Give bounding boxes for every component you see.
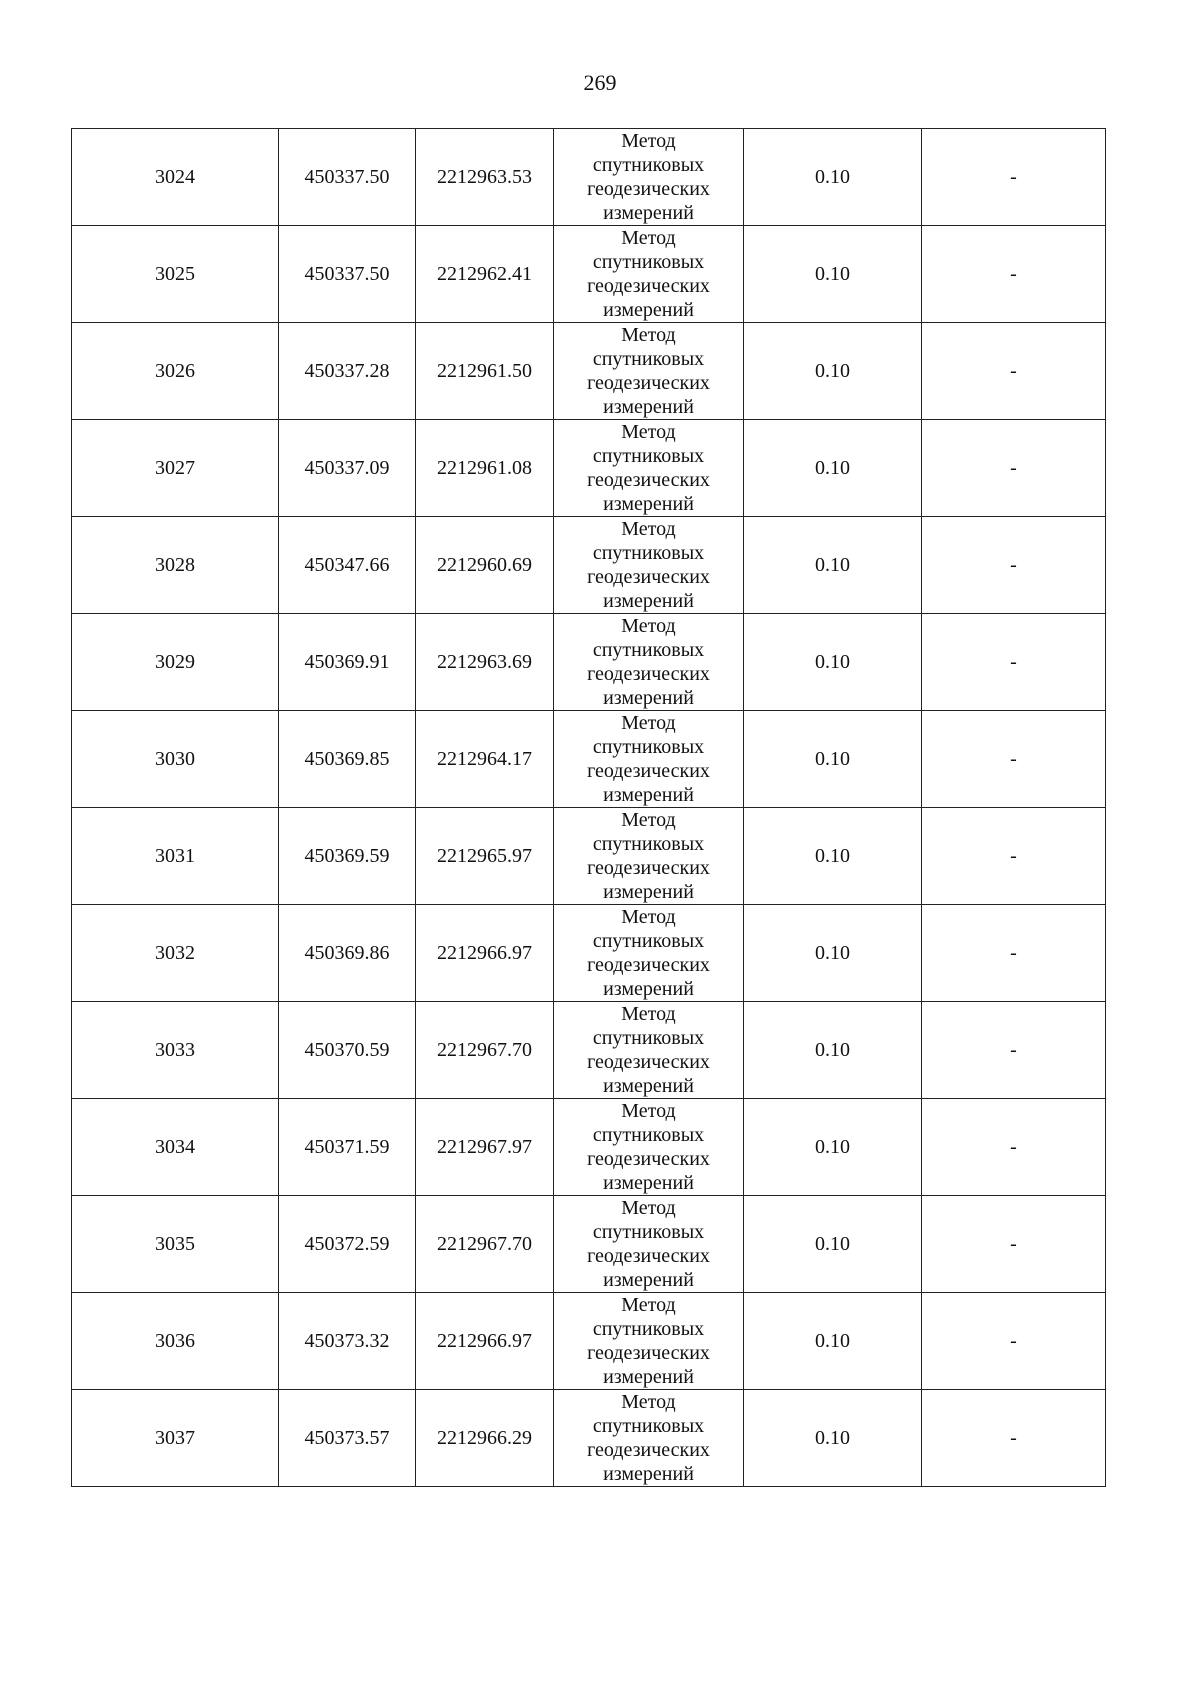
method-line: Метод bbox=[621, 1003, 676, 1025]
method-line: геодезических bbox=[587, 372, 710, 394]
note-cell: - bbox=[922, 420, 1106, 517]
accuracy-cell: 0.10 bbox=[744, 1293, 922, 1390]
method-line: геодезических bbox=[587, 275, 710, 297]
method-line: геодезических bbox=[587, 954, 710, 976]
x-coordinate-cell: 450373.57 bbox=[279, 1390, 416, 1487]
note-cell: - bbox=[922, 905, 1106, 1002]
method-line: измерений bbox=[603, 590, 694, 612]
y-coordinate-cell: 2212963.53 bbox=[416, 129, 554, 226]
accuracy-cell: 0.10 bbox=[744, 517, 922, 614]
accuracy-cell: 0.10 bbox=[744, 226, 922, 323]
method-cell bbox=[554, 517, 744, 614]
accuracy-cell: 0.10 bbox=[744, 129, 922, 226]
note-cell: - bbox=[922, 1293, 1106, 1390]
method-line: измерений bbox=[603, 881, 694, 903]
point-number-cell: 3027 bbox=[72, 420, 279, 517]
method-line: Метод bbox=[621, 324, 676, 346]
method-line: Метод bbox=[621, 518, 676, 540]
method-line: геодезических bbox=[587, 1051, 710, 1073]
point-number-cell: 3031 bbox=[72, 808, 279, 905]
y-coordinate-cell: 2212960.69 bbox=[416, 517, 554, 614]
method-line: Метод bbox=[621, 615, 676, 637]
x-coordinate-cell: 450337.50 bbox=[279, 226, 416, 323]
table-row bbox=[72, 226, 1106, 323]
method-line: спутниковых bbox=[592, 348, 705, 370]
note-cell: - bbox=[922, 1196, 1106, 1293]
method-line: геодезических bbox=[587, 1245, 710, 1267]
note-cell: - bbox=[922, 711, 1106, 808]
method-line: спутниковых bbox=[592, 1318, 705, 1340]
table-row bbox=[72, 1390, 1106, 1487]
method-line: спутниковых bbox=[592, 445, 705, 467]
x-coordinate-cell: 450371.59 bbox=[279, 1099, 416, 1196]
point-number-cell: 3035 bbox=[72, 1196, 279, 1293]
table-row bbox=[72, 129, 1106, 226]
method-line: Метод bbox=[621, 1294, 676, 1316]
method-line: спутниковых bbox=[592, 542, 705, 564]
x-coordinate-cell: 450337.50 bbox=[279, 129, 416, 226]
table-row bbox=[72, 808, 1106, 905]
x-coordinate-cell: 450370.59 bbox=[279, 1002, 416, 1099]
method-line: измерений bbox=[603, 1366, 694, 1388]
coordinates-table bbox=[71, 128, 1106, 1487]
x-coordinate-cell: 450337.09 bbox=[279, 420, 416, 517]
method-line: спутниковых bbox=[592, 736, 705, 758]
accuracy-cell: 0.10 bbox=[744, 711, 922, 808]
note-cell: - bbox=[922, 614, 1106, 711]
accuracy-cell: 0.10 bbox=[744, 1196, 922, 1293]
method-cell bbox=[554, 614, 744, 711]
point-number-cell: 3036 bbox=[72, 1293, 279, 1390]
method-line: Метод bbox=[621, 421, 676, 443]
accuracy-cell: 0.10 bbox=[744, 1099, 922, 1196]
table-row bbox=[72, 905, 1106, 1002]
method-line: спутниковых bbox=[592, 1027, 705, 1049]
note-cell: - bbox=[922, 517, 1106, 614]
accuracy-cell: 0.10 bbox=[744, 614, 922, 711]
method-line: измерений bbox=[603, 396, 694, 418]
table-row bbox=[72, 614, 1106, 711]
point-number-cell: 3024 bbox=[72, 129, 279, 226]
y-coordinate-cell: 2212967.70 bbox=[416, 1002, 554, 1099]
method-line: спутниковых bbox=[592, 154, 705, 176]
method-line: измерений bbox=[603, 299, 694, 321]
table-row bbox=[72, 711, 1106, 808]
point-number-cell: 3028 bbox=[72, 517, 279, 614]
method-line: геодезических bbox=[587, 857, 710, 879]
x-coordinate-cell: 450337.28 bbox=[279, 323, 416, 420]
y-coordinate-cell: 2212967.70 bbox=[416, 1196, 554, 1293]
method-line: измерений bbox=[603, 1075, 694, 1097]
method-cell bbox=[554, 1390, 744, 1487]
x-coordinate-cell: 450373.32 bbox=[279, 1293, 416, 1390]
method-cell bbox=[554, 1196, 744, 1293]
method-line: измерений bbox=[603, 202, 694, 224]
accuracy-cell: 0.10 bbox=[744, 323, 922, 420]
y-coordinate-cell: 2212967.97 bbox=[416, 1099, 554, 1196]
x-coordinate-cell: 450369.59 bbox=[279, 808, 416, 905]
method-line: спутниковых bbox=[592, 1124, 705, 1146]
x-coordinate-cell: 450369.86 bbox=[279, 905, 416, 1002]
note-cell: - bbox=[922, 808, 1106, 905]
method-line: геодезических bbox=[587, 178, 710, 200]
method-line: измерений bbox=[603, 1269, 694, 1291]
method-line: Метод bbox=[621, 809, 676, 831]
method-cell bbox=[554, 905, 744, 1002]
accuracy-cell: 0.10 bbox=[744, 808, 922, 905]
accuracy-cell: 0.10 bbox=[744, 1002, 922, 1099]
method-cell bbox=[554, 129, 744, 226]
method-line: Метод bbox=[621, 130, 676, 152]
method-line: Метод bbox=[621, 1391, 676, 1413]
method-line: спутниковых bbox=[592, 1221, 705, 1243]
method-cell bbox=[554, 1293, 744, 1390]
method-line: спутниковых bbox=[592, 639, 705, 661]
x-coordinate-cell: 450372.59 bbox=[279, 1196, 416, 1293]
method-cell bbox=[554, 711, 744, 808]
table-row bbox=[72, 517, 1106, 614]
method-line: геодезических bbox=[587, 760, 710, 782]
y-coordinate-cell: 2212962.41 bbox=[416, 226, 554, 323]
method-cell bbox=[554, 420, 744, 517]
point-number-cell: 3034 bbox=[72, 1099, 279, 1196]
method-line: Метод bbox=[621, 227, 676, 249]
note-cell: - bbox=[922, 323, 1106, 420]
method-line: геодезических bbox=[587, 663, 710, 685]
point-number-cell: 3033 bbox=[72, 1002, 279, 1099]
point-number-cell: 3032 bbox=[72, 905, 279, 1002]
y-coordinate-cell: 2212961.50 bbox=[416, 323, 554, 420]
table-row bbox=[72, 420, 1106, 517]
method-line: Метод bbox=[621, 1197, 676, 1219]
method-line: измерений bbox=[603, 493, 694, 515]
note-cell: - bbox=[922, 1390, 1106, 1487]
method-line: измерений bbox=[603, 1172, 694, 1194]
y-coordinate-cell: 2212961.08 bbox=[416, 420, 554, 517]
method-cell bbox=[554, 808, 744, 905]
note-cell: - bbox=[922, 1099, 1106, 1196]
method-line: Метод bbox=[621, 906, 676, 928]
method-line: измерений bbox=[603, 1463, 694, 1485]
method-line: измерений bbox=[603, 978, 694, 1000]
method-cell bbox=[554, 323, 744, 420]
coordinates-table-body bbox=[72, 129, 1106, 1487]
point-number-cell: 3030 bbox=[72, 711, 279, 808]
y-coordinate-cell: 2212964.17 bbox=[416, 711, 554, 808]
x-coordinate-cell: 450347.66 bbox=[279, 517, 416, 614]
method-line: спутниковых bbox=[592, 1415, 705, 1437]
method-line: спутниковых bbox=[592, 833, 705, 855]
method-line: спутниковых bbox=[592, 251, 705, 273]
y-coordinate-cell: 2212966.97 bbox=[416, 905, 554, 1002]
note-cell: - bbox=[922, 129, 1106, 226]
table-row bbox=[72, 1099, 1106, 1196]
method-line: измерений bbox=[603, 784, 694, 806]
table-row bbox=[72, 1002, 1106, 1099]
point-number-cell: 3025 bbox=[72, 226, 279, 323]
method-cell bbox=[554, 1002, 744, 1099]
page-number: 269 bbox=[583, 70, 617, 95]
point-number-cell: 3029 bbox=[72, 614, 279, 711]
method-cell bbox=[554, 226, 744, 323]
table-row bbox=[72, 1196, 1106, 1293]
method-line: геодезических bbox=[587, 469, 710, 491]
point-number-cell: 3026 bbox=[72, 323, 279, 420]
method-line: Метод bbox=[621, 712, 676, 734]
accuracy-cell: 0.10 bbox=[744, 1390, 922, 1487]
note-cell: - bbox=[922, 226, 1106, 323]
method-line: геодезических bbox=[587, 566, 710, 588]
y-coordinate-cell: 2212965.97 bbox=[416, 808, 554, 905]
method-line: спутниковых bbox=[592, 930, 705, 952]
method-line: измерений bbox=[603, 687, 694, 709]
accuracy-cell: 0.10 bbox=[744, 420, 922, 517]
method-line: Метод bbox=[621, 1100, 676, 1122]
method-cell bbox=[554, 1099, 744, 1196]
accuracy-cell: 0.10 bbox=[744, 905, 922, 1002]
x-coordinate-cell: 450369.85 bbox=[279, 711, 416, 808]
table-row bbox=[72, 1293, 1106, 1390]
y-coordinate-cell: 2212966.29 bbox=[416, 1390, 554, 1487]
method-line: геодезических bbox=[587, 1342, 710, 1364]
x-coordinate-cell: 450369.91 bbox=[279, 614, 416, 711]
y-coordinate-cell: 2212963.69 bbox=[416, 614, 554, 711]
method-line: геодезических bbox=[587, 1439, 710, 1461]
method-line: геодезических bbox=[587, 1148, 710, 1170]
y-coordinate-cell: 2212966.97 bbox=[416, 1293, 554, 1390]
point-number-cell: 3037 bbox=[72, 1390, 279, 1487]
table-row bbox=[72, 323, 1106, 420]
note-cell: - bbox=[922, 1002, 1106, 1099]
